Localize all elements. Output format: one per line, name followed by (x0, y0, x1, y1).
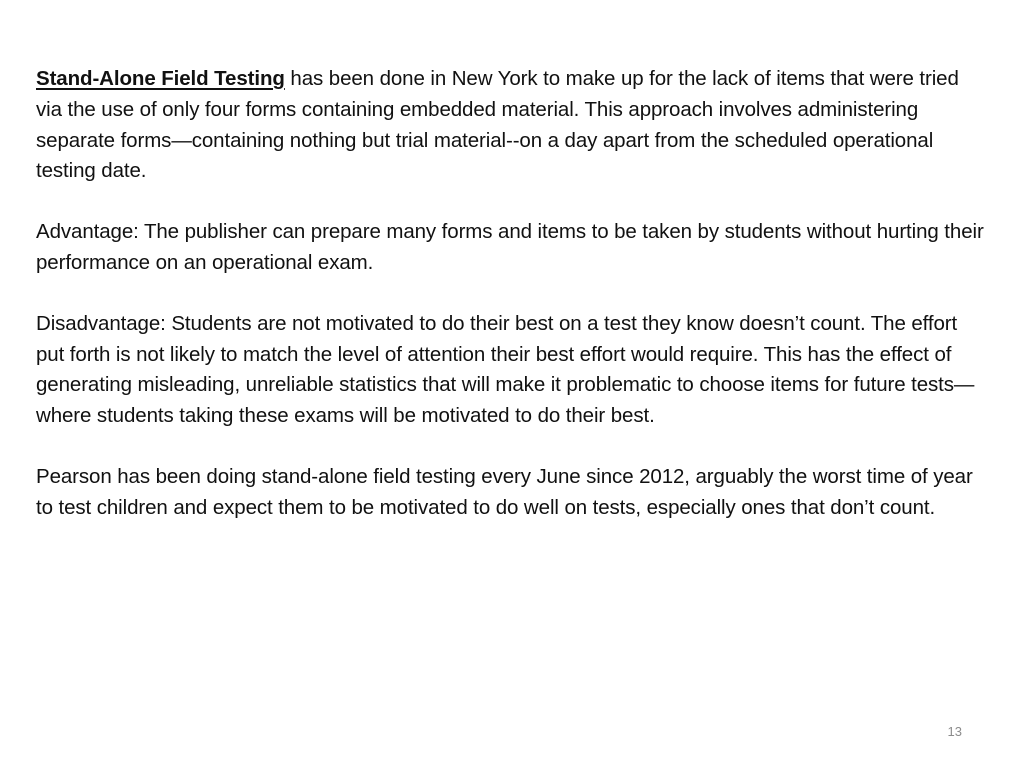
slide-body (36, 64, 986, 554)
advantage-paragraph: Advantage: The publisher can prepare many forms and items to be taken by students without hurting their performance on an operational exam. (36, 220, 984, 274)
disadvantage-paragraph: Disadvantage: Students are not motivated to do their best on a test they know doesn’t count. The effort put forth is not likely to match the level of attention their best effort would require. This has the effect of generating misleading, unreliable statistics that will make it problematic to choose items for future tests—where students taking these exams will be motivated to do their best. (36, 311, 975, 428)
stand-alone-field-testing-term: Stand-Alone Field Testing (36, 67, 285, 90)
intro-paragraph (36, 64, 986, 187)
pearson-paragraph: Pearson has been doing stand-alone field testing every June since 2012, arguably the worst time of year to test children and expect them to be motivated to do well on tests, especially ones that don’t count. (36, 464, 973, 519)
page-number: 13 (947, 724, 962, 739)
intro-text: has been done in New York to make up for the lack of items that were tried via the use of only four forms containing embedded material. This approach involves administering separate forms—containing nothing but trial material--on a day apart from the scheduled operational testing date. (36, 67, 959, 183)
